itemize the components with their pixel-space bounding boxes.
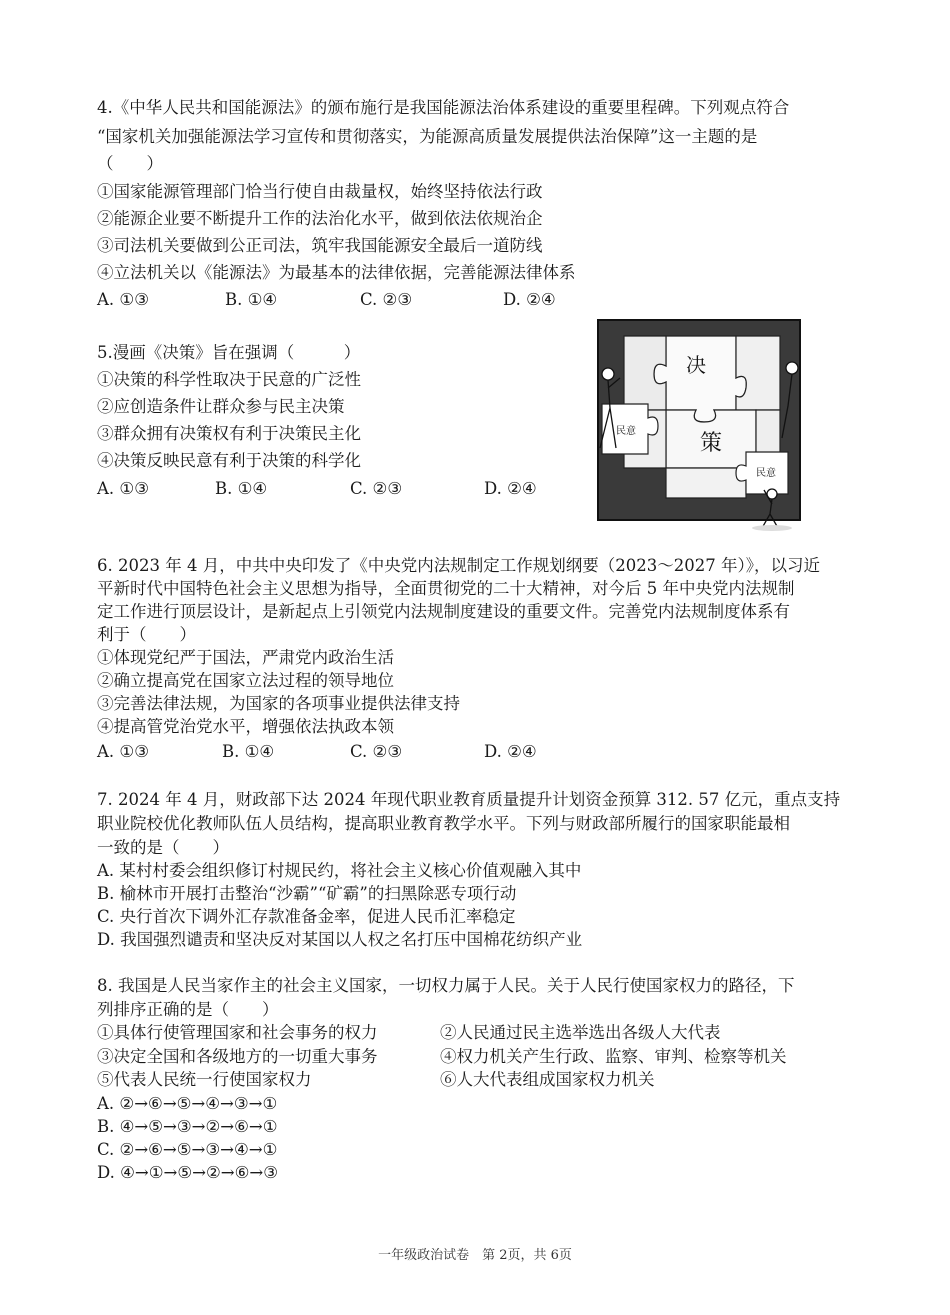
cartoon-char-center: 策 bbox=[699, 431, 723, 456]
cartoon-char-top: 决 bbox=[686, 353, 706, 377]
q8-item-5: ⑤代表人民统一行使国家权力 bbox=[97, 1070, 312, 1089]
q8-item-2: ②人民通过民主选举选出各级人大代表 bbox=[440, 1023, 721, 1042]
q7-choice-b: B. 榆林市开展打击整治“沙霸”“矿霸”的扫黑除恶专项行动 bbox=[97, 884, 517, 903]
figure-left-head bbox=[602, 368, 614, 380]
q5-item-4: ④决策反映民意有利于决策的科学化 bbox=[97, 451, 361, 470]
q4-choice-a: A. ①③ bbox=[97, 290, 149, 309]
q8-item-3: ③决定全国和各级地方的一切重大事务 bbox=[97, 1047, 378, 1066]
q8-item-6: ⑥人大代表组成国家权力机关 bbox=[440, 1070, 655, 1089]
q7-choice-d: D. 我国强烈谴责和坚决反对某国以人权之名打压中国棉花纺织产业 bbox=[97, 930, 583, 949]
q5-stem: 5.漫画《决策》旨在强调（ ） bbox=[97, 343, 361, 362]
cartoon-piece-left-label: 民意 bbox=[616, 426, 636, 437]
q5-item-2: ②应创造条件让群众参与民主决策 bbox=[97, 397, 345, 416]
q6-item-4: ④提高管党治党水平，增强依法执政本领 bbox=[97, 717, 394, 736]
q7-choice-c: C. 央行首次下调外汇存款准备金率，促进人民币汇率稳定 bbox=[97, 907, 516, 926]
q6-choice-d: D. ②④ bbox=[484, 742, 537, 761]
figure-shadow bbox=[752, 525, 792, 531]
q6-stem-line-4: 利于（ ） bbox=[97, 625, 196, 644]
q4-item-1: ①国家能源管理部门恰当行使自由裁量权，始终坚持依法行政 bbox=[97, 182, 543, 201]
puzzle-piece-top-right bbox=[736, 336, 780, 410]
decision-cartoon bbox=[596, 318, 802, 532]
q5-choice-c: C. ②③ bbox=[350, 479, 403, 498]
q4-stem-line-2: “国家机关加强能源法学习宣传和贯彻落实，为能源高质量发展提供法治保障”这一主题的是 bbox=[97, 127, 758, 146]
q8-choice-a: A. ②→⑥→⑤→④→③→① bbox=[97, 1094, 278, 1113]
q7-stem-line-3: 一致的是（ ） bbox=[97, 838, 229, 857]
q8-choice-c: C. ②→⑥→⑤→③→④→① bbox=[97, 1140, 278, 1159]
q6-item-1: ①体现党纪严于国法，严肃党内政治生活 bbox=[97, 648, 394, 667]
q6-choice-b: B. ①④ bbox=[222, 742, 275, 761]
q5-item-3: ③群众拥有决策权有利于决策民主化 bbox=[97, 424, 361, 443]
q7-stem-line-2: 职业院校优化教师队伍人员结构，提高职业教育教学水平。下列与财政部所履行的国家职能最相 bbox=[97, 814, 790, 833]
puzzle-piece-bottom bbox=[666, 468, 746, 498]
q6-item-2: ②确立提高党在国家立法过程的领导地位 bbox=[97, 671, 394, 690]
q5-choice-b: B. ①④ bbox=[215, 479, 268, 498]
q7-choice-a: A. 某村村委会组织修订村规民约，将社会主义核心价值观融入其中 bbox=[97, 861, 582, 880]
q4-item-3: ③司法机关要做到公正司法，筑牢我国能源安全最后一道防线 bbox=[97, 236, 543, 255]
q8-item-4: ④权力机关产生行政、监察、审判、检察等机关 bbox=[440, 1047, 787, 1066]
q6-item-3: ③完善法律法规，为国家的各项事业提供法律支持 bbox=[97, 694, 460, 713]
q6-choice-a: A. ①③ bbox=[97, 742, 149, 761]
q6-stem-line-1: 6. 2023 年 4 月，中共中央印发了《中央党内法规制定工作规划纲要（2023～2027 年）》，以习近 bbox=[97, 556, 820, 575]
q6-choice-c: C. ②③ bbox=[350, 742, 403, 761]
q7-stem-line-1: 7. 2024 年 4 月，财政部下达 2024 年现代职业教育质量提升计划资金预算 312. 57 亿元，重点支持 bbox=[97, 790, 841, 809]
q4-stem-line-1: 4.《中华人民共和国能源法》的颁布施行是我国能源法治体系建设的重要里程碑。下列观点符合 bbox=[97, 98, 790, 117]
q5-choice-a: A. ①③ bbox=[97, 479, 149, 498]
q4-stem-line-3: （ ） bbox=[97, 154, 163, 173]
q4-item-4: ④立法机关以《能源法》为最基本的法律依据，完善能源法律体系 bbox=[97, 263, 576, 282]
page-footer: 一年级政治试卷 第 2页，共 6页 bbox=[378, 1248, 572, 1263]
q8-choice-d: D. ④→①→⑤→②→⑥→③ bbox=[97, 1163, 279, 1182]
q8-choice-b: B. ④→⑤→③→②→⑥→① bbox=[97, 1117, 278, 1136]
q4-choice-b: B. ①④ bbox=[225, 290, 278, 309]
q4-choice-c: C. ②③ bbox=[360, 290, 413, 309]
figure-right-head bbox=[786, 362, 798, 374]
q8-stem-line-1: 8. 我国是人民当家作主的社会主义国家，一切权力属于人民。关于人民行使国家权力的路径，下 bbox=[97, 976, 795, 995]
q8-stem-line-2: 列排序正确的是（ ） bbox=[97, 1000, 279, 1019]
q4-item-2: ②能源企业要不断提升工作的法治化水平，做到依法依规治企 bbox=[97, 209, 543, 228]
q5-choice-d: D. ②④ bbox=[484, 479, 537, 498]
q8-item-1: ①具体行使管理国家和社会事务的权力 bbox=[97, 1023, 378, 1042]
cartoon-piece-right-label: 民意 bbox=[756, 468, 776, 479]
q6-stem-line-3: 定工作进行顶层设计，是新起点上引领党内法规制度建设的重要文件。完善党内法规制度体系有 bbox=[97, 602, 790, 621]
q6-stem-line-2: 平新时代中国特色社会主义思想为指导，全面贯彻党的二十大精神，对今后 5 年中央党内法规制 bbox=[97, 579, 795, 598]
q5-item-1: ①决策的科学性取决于民意的广泛性 bbox=[97, 370, 361, 389]
q4-choice-d: D. ②④ bbox=[503, 290, 556, 309]
